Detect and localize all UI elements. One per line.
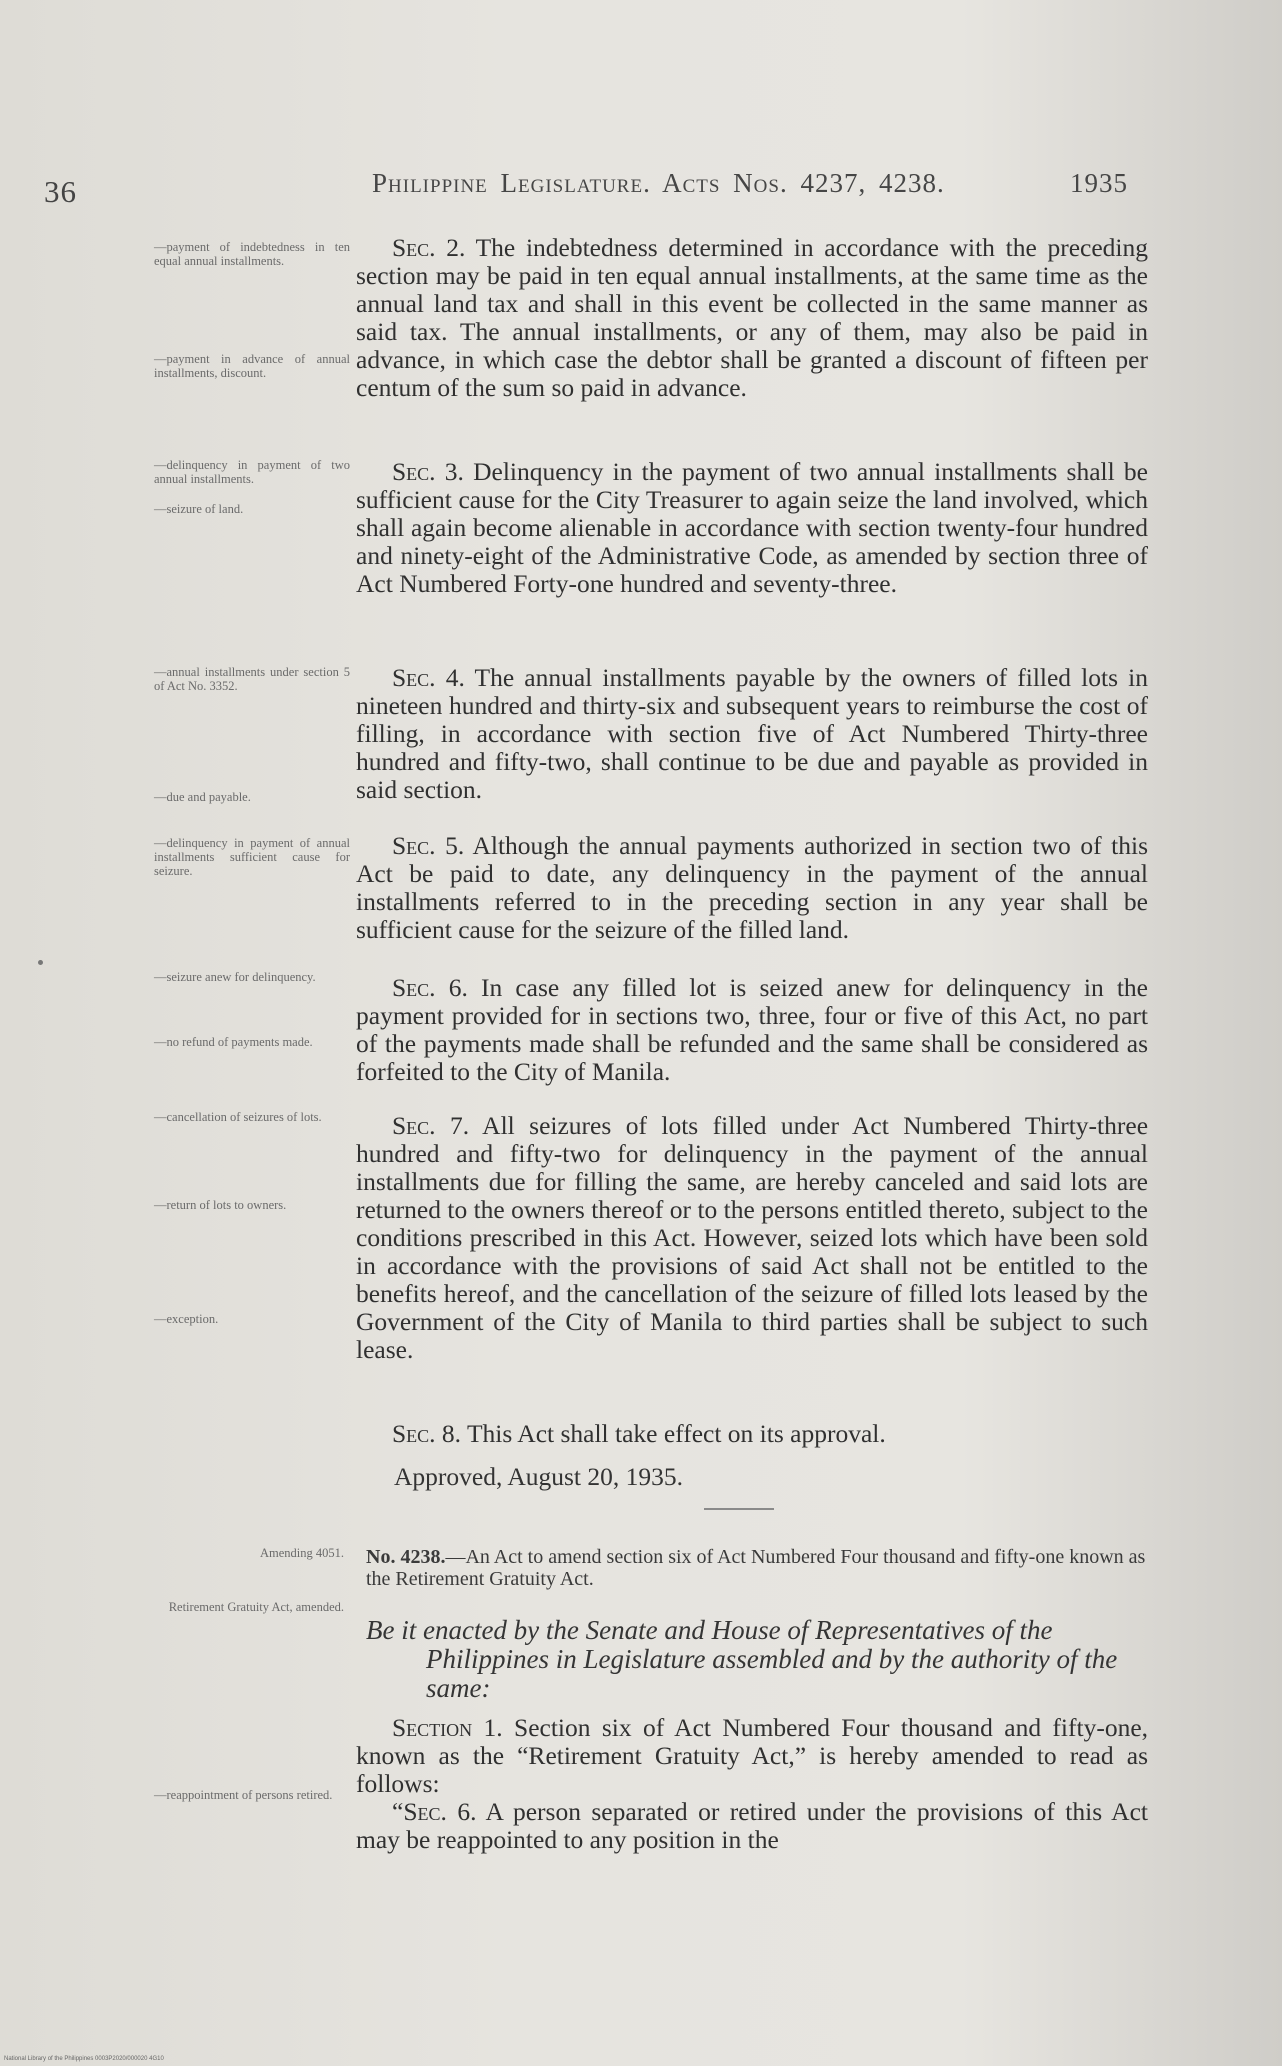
margin-note: —payment in advance of annual installments, discount. (154, 352, 350, 380)
section-text: All seizures of lots filled under Act Numbered Thirty-three hundred and fifty-two for delinquency in the payment of the annual installments due for filling the same, are hereby canceled and said lots are returned to the owners thereof or to the persons entitled thereto, subject to the conditions prescribed in this Act. However, seized lots which have been sold in accordance with the provisions of said Act shall not be entitled to the benefits hereof, and the cancellation of the seizure of filled lots leased by the Government of the City of Manila to third parties shall be subject to such lease. (356, 1111, 1149, 1364)
section-7 (356, 1112, 1148, 1364)
section-divider (704, 1508, 774, 1510)
act-title: —An Act to amend section six of Act Numbered Four thousand and fifty-one known as the Retirement Gratuity Act. (366, 1546, 1146, 1590)
enacting-clause: Be it enacted by the Senate and House of Representatives of the Philippines in Legislature assembled and by the authority of the same: (366, 1615, 1118, 1703)
section-8 (356, 1420, 1148, 1448)
act-4238-section-1 (356, 1714, 1148, 1798)
section-5 (356, 832, 1148, 944)
section-text: In case any filled lot is seized anew for delinquency in the payment provided for in sections two, three, four or five of this Act, no part of the payments made shall be refunded and the same shall be considered as forfeited to the City of Manila. (356, 973, 1149, 1086)
section-text: This Act shall take effect on its approval. (466, 1419, 886, 1448)
scan-speck (38, 960, 43, 965)
page-number: 36 (44, 174, 77, 209)
section-label: Sec. 4. (392, 663, 465, 692)
act-number: No. 4238. (366, 1546, 446, 1568)
section-4 (356, 664, 1148, 804)
margin-note: —reappointment of persons retired. (154, 1788, 333, 1802)
amended-section-6 (356, 1798, 1148, 1854)
section-3 (356, 458, 1148, 598)
margin-note: —annual installments under section 5 of Act No. 3352. (154, 665, 350, 693)
margin-note: Retirement Gratuity Act, amended. (168, 1600, 344, 1614)
margin-note: —payment of indebtedness in ten equal annual installments. (154, 240, 350, 268)
section-label: Sec. 3. (392, 457, 464, 486)
margin-note: —due and payable. (154, 790, 251, 804)
section-label: Sec. 6. (392, 973, 468, 1002)
margin-note: —no refund of payments made. (154, 1035, 313, 1049)
section-label: Sec. 8. (392, 1419, 462, 1448)
section-label: Sec. 7. (392, 1111, 470, 1140)
margin-note: Amending 4051. (259, 1546, 344, 1560)
section-label: Section 1. (392, 1713, 503, 1742)
margin-note: —seizure of land. (154, 502, 244, 516)
section-6 (356, 974, 1148, 1086)
section-label: Sec. 5. (392, 831, 465, 860)
margin-note: —delinquency in payment of annual installments sufficient cause for seizure. (154, 836, 350, 878)
margin-note: —seizure anew for delinquency. (154, 970, 316, 984)
act-heading (366, 1546, 1150, 1590)
running-year: 1935 (1070, 168, 1128, 198)
section-label: Sec. 2. (392, 233, 466, 262)
approval-date: Approved, August 20, 1935. (394, 1462, 683, 1491)
margin-note: —return of lots to owners. (154, 1198, 287, 1212)
section-text: The indebtedness determined in accordance with the preceding section may be paid in ten equal annual installments, at the same time as the annual land tax and shall in this event be collected in the same manner as said tax. The annual installments, or any of them, may also be paid in advance, in which case the debtor shall be granted a discount of fifteen per centum of the sum so paid in advance. (356, 233, 1148, 402)
running-head (372, 168, 1132, 199)
section-text: A person separated or retired under the provisions of this Act may be reappointed to any position in the (356, 1797, 1148, 1854)
section-label: “Sec. 6. (392, 1797, 477, 1826)
section-text: Delinquency in the payment of two annual installments shall be sufficient cause for the City Treasurer to again seize the land involved, which shall again become alienable in accordance with section twenty-four hundred and ninety-eight of the Administrative Code, as amended by section three of Act Numbered Forty-one hundred and seventy-three. (356, 457, 1148, 598)
margin-note: —delinquency in payment of two annual installments. (154, 458, 350, 486)
section-2 (356, 234, 1148, 402)
margin-note: —exception. (154, 1312, 219, 1326)
archive-footer: National Library of the Philippines 0003P2020/000020 4G10 (4, 2056, 164, 2062)
section-text: The annual installments payable by the owners of filled lots in nineteen hundred and thirty-six and subsequent years to reimburse the cost of filling, in accordance with section five of Act Numbered Thirty-three hundred and fifty-two, shall continue to be due and payable as provided in said section. (356, 663, 1148, 804)
running-title: Philippine Legislature. Acts Nos. 4237, 4238. (372, 168, 945, 198)
section-text: Section six of Act Numbered Four thousand and fifty-one, known as the “Retirement Gratuity Act,” is hereby amended to read as follows: (356, 1713, 1149, 1798)
section-text: Although the annual payments authorized in section two of this Act be paid to date, any delinquency in the payment of the annual installments referred to in the preceding section in any year shall be sufficient cause for the seizure of the filled land. (356, 831, 1149, 944)
margin-note: —cancellation of seizures of lots. (154, 1110, 322, 1124)
